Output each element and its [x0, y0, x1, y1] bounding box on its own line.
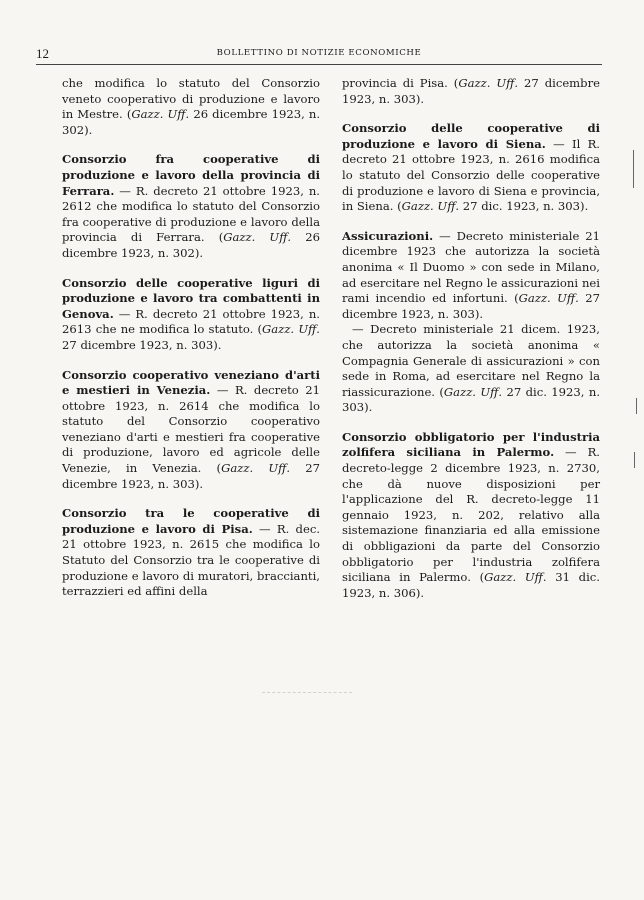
entry-assicurazioni: Assicurazioni. — Decreto ministeriale 21 dicembre 1923 che autorizza la società anonima « Il Duomo » con sede in Milano, ad esercitare nel Regno le assicurazioni nei rami incendio ed infortuni. (Gazz. Uff. 27 dicembre 1923, n. 303).	[342, 228, 600, 321]
entry-heading: Consorzio cooperativo veneziano d'arti e mestieri in Venezia.	[62, 367, 320, 398]
entry-heading: Consorzio tra le cooperative di produzione e lavoro di Pisa.	[62, 506, 320, 536]
entry-venezia: Consorzio cooperativo veneziano d'arti e mestieri in Venezia. — R. decreto 21 ottobre 1923, n. 2614 che modifica lo statuto del Consorzio cooperativo veneziano d'arti e mestieri fra cooperative di produzione, lavoro ed agricole delle Venezie, in Venezia. (Gazz. Uff. 27 dicembre 1923, n. 303).	[62, 367, 320, 491]
entry-pisa: Consorzio tra le cooperative di produzione e lavoro di Pisa. — R. dec. 21 ottobre 1923, n. 2615 che modifica lo Statuto del Consorzio tra le cooperative di produzione e lavoro di muratori, braccianti, terrazzieri ed affini della	[62, 506, 321, 599]
divider	[262, 692, 352, 693]
entry-siena: Consorzio delle cooperative di produzione e lavoro di Siena. — Il R. decreto 21 ottobre 1923, n. 2616 modifica lo statuto del Consorzio delle cooperative di produzione e lavoro di Siena e provincia, in Siena. (Gazz. Uff. 27 dic. 1923, n. 303).	[342, 121, 600, 214]
running-title: BOLLETTINO DI NOTIZIE ECONOMICHE	[216, 48, 422, 58]
entry-heading: Assicurazioni.	[342, 228, 434, 243]
entry-genova: Consorzio delle cooperative liguri di produzione e lavoro tra combattenti in Genova. — R. decreto 21 ottobre 1923, n. 2613 che ne modifica lo statuto. (Gazz. Uff. 27 dicembre 1923, n. 303).	[62, 275, 320, 352]
citation-source: Gazz. Uff.	[484, 570, 547, 585]
citation-source: Gazz. Uff.	[518, 291, 579, 306]
citation-source: Gazz. Uff.	[262, 322, 320, 337]
right-column	[342, 76, 600, 601]
margin-mark	[634, 452, 635, 468]
citation-source: Gazz. Uff.	[458, 76, 519, 90]
header-rule	[36, 64, 602, 65]
left-column	[62, 76, 320, 600]
entry-heading: Consorzio fra cooperative di produzione e lavoro della provincia di Ferrara.	[62, 152, 320, 198]
entry-heading: Consorzio obbligatorio per l'industria zolfifera siciliana in Palermo.	[342, 429, 600, 460]
margin-mark	[633, 150, 634, 188]
citation-source: Gazz. Uff.	[443, 384, 503, 399]
citation-source: Gazz. Uff.	[401, 199, 460, 214]
entry-veneto-continuation: che modifica lo statuto del Consorzio veneto cooperativo di produzione e lavoro in Mestre. (Gazz. Uff. 26 dicembre 1923, n. 302).	[62, 76, 321, 137]
citation-source: Gazz. Uff.	[131, 107, 190, 122]
entry-pisa-continuation: provincia di Pisa. (Gazz. Uff. 27 dicembre 1923, n. 303).	[342, 76, 600, 106]
entry-ferrara: Consorzio fra cooperative di produzione e lavoro della provincia di Ferrara. — R. decreto 21 ottobre 1923, n. 2612 che modifica lo statuto del Consorzio fra cooperative di produzione e lavoro della provincia di Ferrara. (Gazz. Uff. 26 dicembre 1923, n. 302).	[62, 152, 320, 260]
page-header	[36, 46, 602, 62]
entry-heading: Consorzio delle cooperative di produzione e lavoro di Siena.	[342, 121, 600, 151]
margin-mark	[636, 398, 637, 414]
page-number: 12	[36, 46, 49, 61]
entry-assicurazioni-roma: — Decreto ministeriale 21 dicem. 1923, che autorizza la società anonima « Compagnia Generale di assicurazioni » con sede in Roma, ad esercitare nel Regno la riassicurazione. (Gazz. Uff. 27 dic. 1923, n. 303).	[342, 322, 600, 415]
citation-source: Gazz. Uff.	[221, 461, 291, 476]
citation-source: Gazz. Uff.	[223, 230, 292, 245]
entry-zolfifera: Consorzio obbligatorio per l'industria zolfifera siciliana in Palermo. — R. decreto-legge 2 dicembre 1923, n. 2730, che dà nuove disposizioni per l'applicazione del R. decreto-legge 11 gennaio 1923, n. 202, relativo alla sistemazione finanziaria ed alla emissione di obbligazioni da parte del Consorzio obbligatorio per l'industria zolfifera siciliana in Palermo. (Gazz. Uff. 31 dic. 1923, n. 306).	[342, 429, 600, 600]
entry-heading: Consorzio delle cooperative liguri di produzione e lavoro tra combattenti in Genova.	[62, 275, 320, 321]
